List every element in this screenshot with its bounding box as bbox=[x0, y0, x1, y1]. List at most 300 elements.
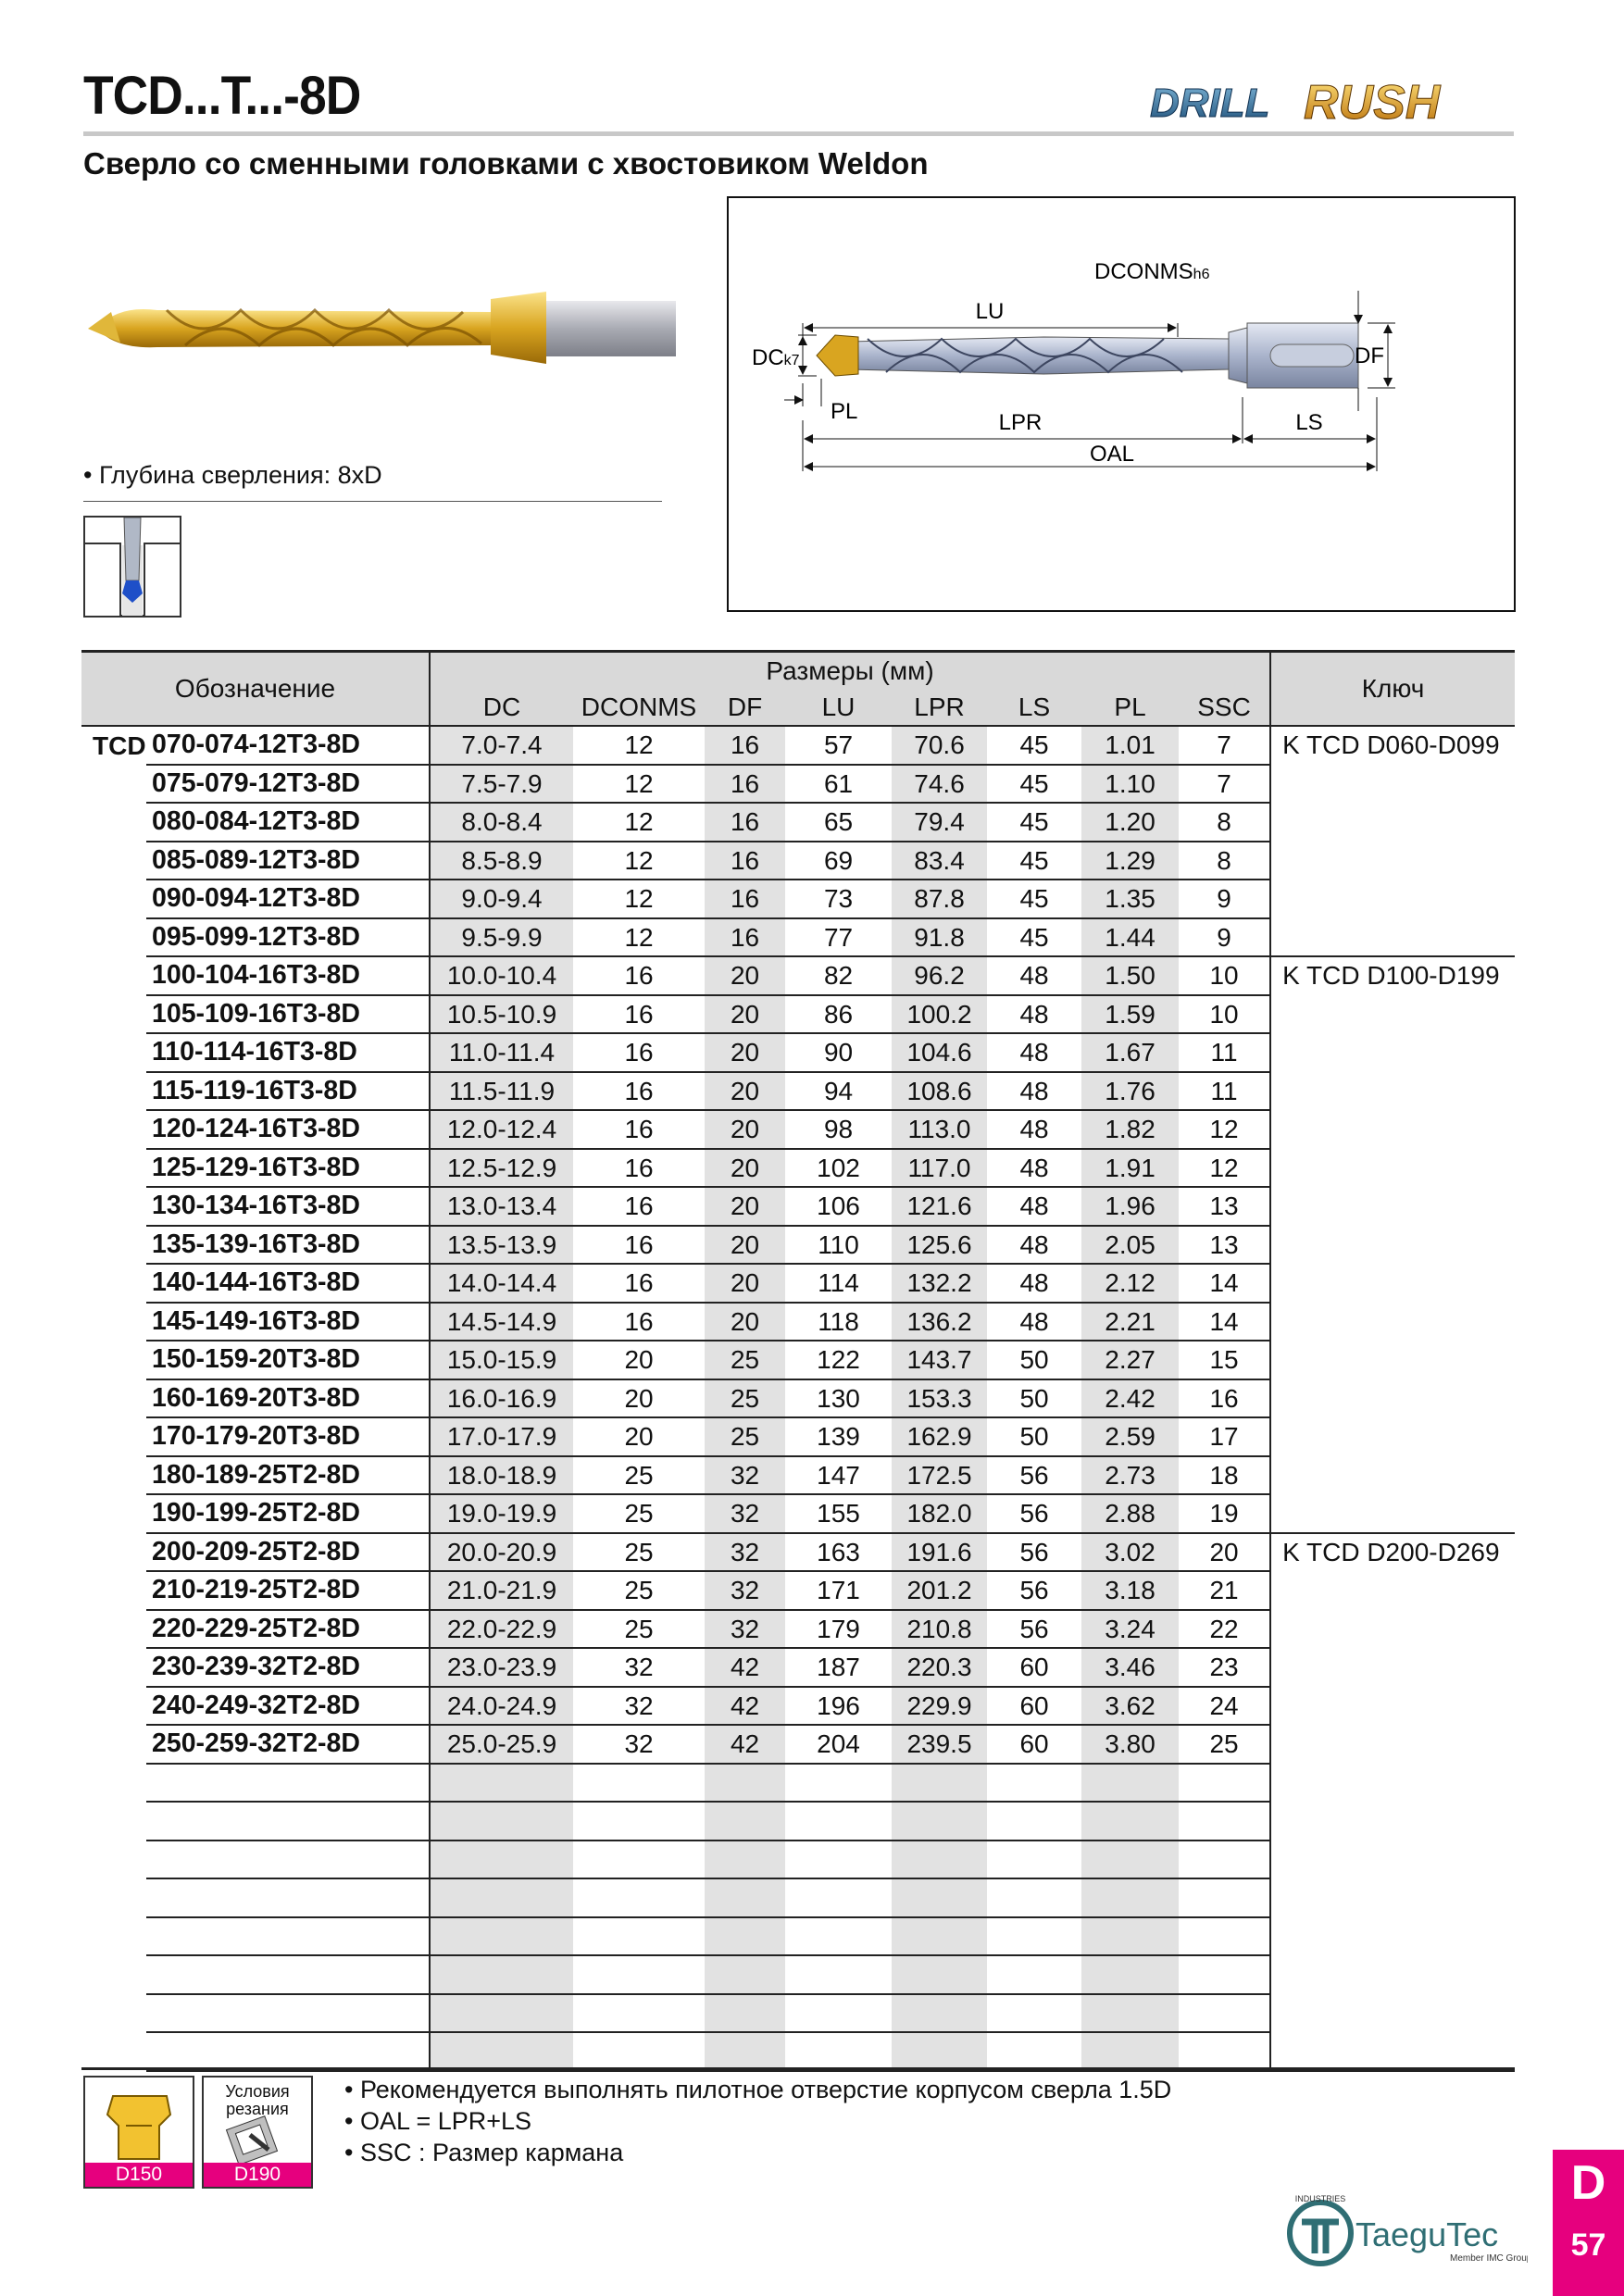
cell-pl: 2.73 bbox=[1081, 1456, 1179, 1495]
cell-dc: 13.5-13.9 bbox=[430, 1226, 573, 1265]
insert-page-ref[interactable]: D150 bbox=[85, 2163, 193, 2187]
cell-dc: 7.5-7.9 bbox=[430, 765, 573, 804]
cell-ls bbox=[987, 2032, 1081, 2071]
company-sub: Member IMC Group bbox=[1450, 2253, 1528, 2264]
key-cell: K TCD D060-D099 bbox=[1270, 726, 1515, 956]
designation-code: 210-219-25T2-8D bbox=[146, 1571, 430, 1610]
designation-prefix bbox=[81, 1226, 146, 1265]
label-oal: OAL bbox=[1089, 442, 1135, 467]
cell-lpr bbox=[892, 1802, 987, 1841]
cell-df bbox=[705, 1841, 785, 1879]
designation-prefix bbox=[81, 803, 146, 842]
cell-ls bbox=[987, 1994, 1081, 2033]
label-dc: DCk7 bbox=[752, 345, 800, 370]
cell-dconms: 16 bbox=[573, 1149, 705, 1188]
designation-code: 120-124-16T3-8D bbox=[146, 1110, 430, 1149]
cell-lpr: 125.6 bbox=[892, 1226, 987, 1265]
designation-prefix bbox=[81, 918, 146, 957]
svg-text:DRILL: DRILL bbox=[1150, 81, 1270, 126]
cell-ssc: 13 bbox=[1179, 1187, 1270, 1226]
cell-dconms: 16 bbox=[573, 1110, 705, 1149]
designation-prefix bbox=[81, 1955, 146, 1994]
cell-ssc: 10 bbox=[1179, 995, 1270, 1034]
cell-ls bbox=[987, 1917, 1081, 1956]
cell-pl bbox=[1081, 1802, 1179, 1841]
cell-lpr bbox=[892, 1917, 987, 1956]
cell-pl: 2.27 bbox=[1081, 1341, 1179, 1379]
cell-lu: 82 bbox=[785, 956, 892, 995]
cell-ssc: 23 bbox=[1179, 1648, 1270, 1687]
cell-ssc: 14 bbox=[1179, 1264, 1270, 1303]
cell-pl: 3.18 bbox=[1081, 1571, 1179, 1610]
title-divider bbox=[83, 131, 1514, 136]
label-pl: PL bbox=[831, 399, 858, 424]
cell-df: 20 bbox=[705, 956, 785, 995]
cell-dconms: 12 bbox=[573, 880, 705, 918]
designation-prefix bbox=[81, 880, 146, 918]
column-header: SSC bbox=[1179, 690, 1270, 726]
cell-pl bbox=[1081, 1764, 1179, 1803]
cell-lu: 110 bbox=[785, 1226, 892, 1265]
cell-pl bbox=[1081, 1917, 1179, 1956]
table-row bbox=[81, 726, 1515, 765]
cell-ls: 56 bbox=[987, 1610, 1081, 1649]
cell-ssc: 11 bbox=[1179, 1033, 1270, 1072]
cell-pl: 3.80 bbox=[1081, 1725, 1179, 1764]
cell-pl: 3.62 bbox=[1081, 1687, 1179, 1726]
cell-df: 25 bbox=[705, 1341, 785, 1379]
cell-dc: 14.5-14.9 bbox=[430, 1303, 573, 1341]
designation-prefix bbox=[81, 1533, 146, 1572]
cell-lu bbox=[785, 1764, 892, 1803]
designation-code: 110-114-16T3-8D bbox=[146, 1033, 430, 1072]
cell-dc: 11.5-11.9 bbox=[430, 1072, 573, 1111]
cell-ssc: 7 bbox=[1179, 765, 1270, 804]
designation-prefix bbox=[81, 1303, 146, 1341]
cell-pl: 1.76 bbox=[1081, 1072, 1179, 1111]
cell-dc bbox=[430, 1764, 573, 1803]
cell-dc: 21.0-21.9 bbox=[430, 1571, 573, 1610]
cell-ssc: 8 bbox=[1179, 803, 1270, 842]
cell-dc bbox=[430, 1802, 573, 1841]
cell-lu: 130 bbox=[785, 1379, 892, 1418]
designation-code: 250-259-32T2-8D bbox=[146, 1725, 430, 1764]
cell-dc: 15.0-15.9 bbox=[430, 1341, 573, 1379]
column-header: PL bbox=[1081, 690, 1179, 726]
cell-dconms bbox=[573, 1764, 705, 1803]
cell-ls: 48 bbox=[987, 1149, 1081, 1188]
cell-ssc: 18 bbox=[1179, 1456, 1270, 1495]
designation-code: 145-149-16T3-8D bbox=[146, 1303, 430, 1341]
cell-pl: 1.44 bbox=[1081, 918, 1179, 957]
cell-lpr: 136.2 bbox=[892, 1303, 987, 1341]
designation-code: 085-089-12T3-8D bbox=[146, 842, 430, 880]
cell-lpr: 210.8 bbox=[892, 1610, 987, 1649]
header-designation: Обозначение bbox=[81, 652, 430, 727]
cell-ls: 48 bbox=[987, 1033, 1081, 1072]
cell-dconms: 16 bbox=[573, 1072, 705, 1111]
cell-lpr: 74.6 bbox=[892, 765, 987, 804]
cell-dc: 20.0-20.9 bbox=[430, 1533, 573, 1572]
cell-pl bbox=[1081, 1878, 1179, 1917]
cell-df bbox=[705, 1878, 785, 1917]
cell-ssc: 9 bbox=[1179, 918, 1270, 957]
cell-df bbox=[705, 1994, 785, 2033]
cell-lpr bbox=[892, 1878, 987, 1917]
column-header: DF bbox=[705, 690, 785, 726]
cell-lu: 86 bbox=[785, 995, 892, 1034]
designation-prefix bbox=[81, 1917, 146, 1956]
designation-prefix bbox=[81, 1456, 146, 1495]
cell-lu: 65 bbox=[785, 803, 892, 842]
cell-dconms: 16 bbox=[573, 956, 705, 995]
designation-prefix bbox=[81, 995, 146, 1034]
label-dconms: DCONMSh6 bbox=[1094, 259, 1210, 284]
cell-ls: 48 bbox=[987, 1110, 1081, 1149]
cell-ls: 48 bbox=[987, 956, 1081, 995]
designation-code: 130-134-16T3-8D bbox=[146, 1187, 430, 1226]
cell-lu: 187 bbox=[785, 1648, 892, 1687]
cell-df bbox=[705, 2032, 785, 2071]
cell-pl: 2.12 bbox=[1081, 1264, 1179, 1303]
cell-ls bbox=[987, 1802, 1081, 1841]
cell-ssc bbox=[1179, 1841, 1270, 1879]
designation-prefix bbox=[81, 1687, 146, 1726]
designation-code: 075-079-12T3-8D bbox=[146, 765, 430, 804]
cell-dc: 12.0-12.4 bbox=[430, 1110, 573, 1149]
cell-dc: 22.0-22.9 bbox=[430, 1610, 573, 1649]
column-header: DC bbox=[430, 690, 573, 726]
cell-dc bbox=[430, 1841, 573, 1879]
designation-prefix bbox=[81, 1994, 146, 2033]
cell-ssc: 13 bbox=[1179, 1226, 1270, 1265]
cell-ls: 48 bbox=[987, 1264, 1081, 1303]
cell-dc: 11.0-11.4 bbox=[430, 1033, 573, 1072]
cell-ssc: 14 bbox=[1179, 1303, 1270, 1341]
designation-prefix bbox=[81, 1764, 146, 1803]
cell-df: 32 bbox=[705, 1494, 785, 1533]
cell-ssc: 9 bbox=[1179, 880, 1270, 918]
insert-icon[interactable] bbox=[83, 2076, 194, 2189]
cell-lpr: 108.6 bbox=[892, 1072, 987, 1111]
cell-lpr: 117.0 bbox=[892, 1149, 987, 1188]
cell-dc: 7.0-7.4 bbox=[430, 726, 573, 765]
designation-code: 095-099-12T3-8D bbox=[146, 918, 430, 957]
cell-dc: 23.0-23.9 bbox=[430, 1648, 573, 1687]
cell-ssc: 8 bbox=[1179, 842, 1270, 880]
cell-ssc bbox=[1179, 1955, 1270, 1994]
cell-df: 32 bbox=[705, 1610, 785, 1649]
cell-df: 42 bbox=[705, 1725, 785, 1764]
cell-ls: 48 bbox=[987, 1226, 1081, 1265]
label-ls: LS bbox=[1295, 410, 1323, 435]
cell-ssc: 21 bbox=[1179, 1571, 1270, 1610]
cell-dc: 25.0-25.9 bbox=[430, 1725, 573, 1764]
cell-dconms: 16 bbox=[573, 1264, 705, 1303]
cell-ls: 56 bbox=[987, 1494, 1081, 1533]
cell-lu: 102 bbox=[785, 1149, 892, 1188]
cell-ssc bbox=[1179, 1802, 1270, 1841]
svg-text:RUSH: RUSH bbox=[1304, 76, 1441, 130]
page-title: TCD...T...-8D bbox=[83, 66, 361, 126]
designation-prefix bbox=[81, 1725, 146, 1764]
designation-code: 135-139-16T3-8D bbox=[146, 1226, 430, 1265]
cell-dconms: 32 bbox=[573, 1725, 705, 1764]
cell-pl: 1.01 bbox=[1081, 726, 1179, 765]
cell-lpr: 83.4 bbox=[892, 842, 987, 880]
cell-dconms: 20 bbox=[573, 1417, 705, 1456]
cell-lu: 171 bbox=[785, 1571, 892, 1610]
cell-lu bbox=[785, 1802, 892, 1841]
page-subtitle: Сверло со сменными головками с хвостовиком Weldon bbox=[83, 146, 929, 181]
cell-lu bbox=[785, 1994, 892, 2033]
cell-ssc: 12 bbox=[1179, 1110, 1270, 1149]
cell-ssc: 7 bbox=[1179, 726, 1270, 765]
cell-pl: 2.42 bbox=[1081, 1379, 1179, 1418]
cell-ls: 45 bbox=[987, 726, 1081, 765]
cell-ls: 50 bbox=[987, 1341, 1081, 1379]
designation-prefix bbox=[81, 1802, 146, 1841]
cell-ssc: 20 bbox=[1179, 1533, 1270, 1572]
designation-code: 160-169-20T3-8D bbox=[146, 1379, 430, 1418]
designation-code: 170-179-20T3-8D bbox=[146, 1417, 430, 1456]
label-lu: LU bbox=[975, 299, 1005, 324]
cell-ssc: 19 bbox=[1179, 1494, 1270, 1533]
cell-lpr: 201.2 bbox=[892, 1571, 987, 1610]
cell-lpr: 239.5 bbox=[892, 1725, 987, 1764]
cell-lpr: 220.3 bbox=[892, 1648, 987, 1687]
cell-lpr: 143.7 bbox=[892, 1341, 987, 1379]
cell-dconms bbox=[573, 1802, 705, 1841]
cell-dconms: 12 bbox=[573, 918, 705, 957]
cell-df: 32 bbox=[705, 1571, 785, 1610]
cell-df: 20 bbox=[705, 995, 785, 1034]
cell-lu: 73 bbox=[785, 880, 892, 918]
cell-lu: 94 bbox=[785, 1072, 892, 1111]
designation-prefix bbox=[81, 1149, 146, 1188]
cell-dconms bbox=[573, 1917, 705, 1956]
cell-dconms: 16 bbox=[573, 1187, 705, 1226]
cell-ssc bbox=[1179, 1994, 1270, 2033]
designation-prefix bbox=[81, 1379, 146, 1418]
drillrush-logo bbox=[1148, 72, 1509, 130]
designation-prefix bbox=[81, 1110, 146, 1149]
designation-prefix bbox=[81, 2032, 146, 2071]
designation-code bbox=[146, 1955, 430, 1994]
cell-lpr: 79.4 bbox=[892, 803, 987, 842]
cell-lpr bbox=[892, 1994, 987, 2033]
cell-dconms: 25 bbox=[573, 1571, 705, 1610]
cell-ssc: 22 bbox=[1179, 1610, 1270, 1649]
cell-lpr bbox=[892, 1841, 987, 1879]
cell-ls: 48 bbox=[987, 1072, 1081, 1111]
cell-pl: 1.82 bbox=[1081, 1110, 1179, 1149]
designation-code: 240-249-32T2-8D bbox=[146, 1687, 430, 1726]
cutting-page-ref[interactable]: D190 bbox=[204, 2163, 311, 2187]
cell-df: 20 bbox=[705, 1110, 785, 1149]
cell-pl: 3.46 bbox=[1081, 1648, 1179, 1687]
cell-dconms: 20 bbox=[573, 1341, 705, 1379]
cell-ssc: 24 bbox=[1179, 1687, 1270, 1726]
cell-dc: 17.0-17.9 bbox=[430, 1417, 573, 1456]
cell-lpr: 87.8 bbox=[892, 880, 987, 918]
cell-dconms: 25 bbox=[573, 1610, 705, 1649]
cell-ls: 60 bbox=[987, 1648, 1081, 1687]
table-row bbox=[81, 956, 1515, 995]
cell-df: 20 bbox=[705, 1149, 785, 1188]
cell-lu: 122 bbox=[785, 1341, 892, 1379]
cell-df: 20 bbox=[705, 1264, 785, 1303]
cell-df bbox=[705, 1764, 785, 1803]
cell-pl: 2.88 bbox=[1081, 1494, 1179, 1533]
cell-dconms bbox=[573, 1955, 705, 1994]
cell-df: 20 bbox=[705, 1303, 785, 1341]
cell-dconms bbox=[573, 1878, 705, 1917]
drill-photo bbox=[83, 245, 676, 393]
cell-dc bbox=[430, 1917, 573, 1956]
cell-lpr: 162.9 bbox=[892, 1417, 987, 1456]
cell-lu bbox=[785, 1917, 892, 1956]
cell-lu: 196 bbox=[785, 1687, 892, 1726]
cell-ls: 48 bbox=[987, 1303, 1081, 1341]
header-key: Ключ bbox=[1270, 652, 1515, 727]
designation-prefix: TCD bbox=[81, 726, 146, 765]
designation-code: 070-074-12T3-8D bbox=[146, 726, 430, 765]
cell-dc: 12.5-12.9 bbox=[430, 1149, 573, 1188]
cell-pl: 1.10 bbox=[1081, 765, 1179, 804]
cell-ls: 56 bbox=[987, 1456, 1081, 1495]
cell-ls: 56 bbox=[987, 1571, 1081, 1610]
cell-lpr: 70.6 bbox=[892, 726, 987, 765]
designation-code bbox=[146, 1841, 430, 1879]
designation-prefix bbox=[81, 956, 146, 995]
cell-lu: 69 bbox=[785, 842, 892, 880]
designation-code bbox=[146, 1802, 430, 1841]
cell-lpr: 191.6 bbox=[892, 1533, 987, 1572]
cell-ls: 60 bbox=[987, 1725, 1081, 1764]
page-number: 57 bbox=[1570, 2227, 1606, 2263]
cell-ssc bbox=[1179, 1764, 1270, 1803]
cell-lpr: 91.8 bbox=[892, 918, 987, 957]
cell-dconms: 32 bbox=[573, 1648, 705, 1687]
cell-ls: 56 bbox=[987, 1533, 1081, 1572]
cell-dc: 18.0-18.9 bbox=[430, 1456, 573, 1495]
cell-lu: 147 bbox=[785, 1456, 892, 1495]
cell-dconms: 12 bbox=[573, 803, 705, 842]
cell-pl bbox=[1081, 2032, 1179, 2071]
designation-code: 115-119-16T3-8D bbox=[146, 1072, 430, 1111]
cell-lpr: 132.2 bbox=[892, 1264, 987, 1303]
cell-dc: 9.5-9.9 bbox=[430, 918, 573, 957]
cell-dc: 10.5-10.9 bbox=[430, 995, 573, 1034]
cell-lu: 118 bbox=[785, 1303, 892, 1341]
cell-lpr bbox=[892, 1955, 987, 1994]
note-item: • SSC : Размер кармана bbox=[344, 2139, 624, 2166]
cell-ssc: 12 bbox=[1179, 1149, 1270, 1188]
designation-prefix bbox=[81, 1878, 146, 1917]
cell-ls bbox=[987, 1764, 1081, 1803]
cell-pl: 1.29 bbox=[1081, 842, 1179, 880]
note-item: • OAL = LPR+LS bbox=[344, 2107, 532, 2135]
cell-pl: 1.50 bbox=[1081, 956, 1179, 995]
cell-dc bbox=[430, 1878, 573, 1917]
cell-ssc bbox=[1179, 1917, 1270, 1956]
header-dimensions: Размеры (мм) bbox=[430, 652, 1270, 691]
column-header: LU bbox=[785, 690, 892, 726]
designation-code: 150-159-20T3-8D bbox=[146, 1341, 430, 1379]
cell-dconms bbox=[573, 1841, 705, 1879]
cell-dconms: 25 bbox=[573, 1533, 705, 1572]
cell-lu: 98 bbox=[785, 1110, 892, 1149]
cell-lpr: 121.6 bbox=[892, 1187, 987, 1226]
designation-prefix bbox=[81, 765, 146, 804]
cell-lu: 155 bbox=[785, 1494, 892, 1533]
cell-ls: 45 bbox=[987, 765, 1081, 804]
taegutec-logo bbox=[1287, 2194, 1528, 2268]
cell-dconms: 16 bbox=[573, 1226, 705, 1265]
drilling-depth-note: • Глубина сверления: 8xD bbox=[83, 461, 382, 489]
designation-code bbox=[146, 1878, 430, 1917]
designation-code: 190-199-25T2-8D bbox=[146, 1494, 430, 1533]
designation-prefix bbox=[81, 842, 146, 880]
designation-prefix bbox=[81, 1187, 146, 1226]
designation-prefix bbox=[81, 1072, 146, 1111]
cell-df: 16 bbox=[705, 726, 785, 765]
cell-dconms bbox=[573, 2032, 705, 2071]
cell-lu: 77 bbox=[785, 918, 892, 957]
column-header: LS bbox=[987, 690, 1081, 726]
cell-dconms: 16 bbox=[573, 1033, 705, 1072]
cell-ssc: 11 bbox=[1179, 1072, 1270, 1111]
designation-prefix bbox=[81, 1648, 146, 1687]
cell-lpr: 172.5 bbox=[892, 1456, 987, 1495]
cell-pl bbox=[1081, 1841, 1179, 1879]
cell-pl: 1.96 bbox=[1081, 1187, 1179, 1226]
cell-lu: 139 bbox=[785, 1417, 892, 1456]
label-lpr: LPR bbox=[998, 410, 1043, 435]
cell-dconms: 16 bbox=[573, 1303, 705, 1341]
cell-df: 16 bbox=[705, 918, 785, 957]
cell-pl: 3.02 bbox=[1081, 1533, 1179, 1572]
designation-code: 090-094-12T3-8D bbox=[146, 880, 430, 918]
cutting-conditions-icon[interactable] bbox=[202, 2076, 313, 2189]
cell-lu: 57 bbox=[785, 726, 892, 765]
cell-ls: 50 bbox=[987, 1379, 1081, 1418]
cell-df: 20 bbox=[705, 1033, 785, 1072]
cell-df: 42 bbox=[705, 1687, 785, 1726]
cell-ssc bbox=[1179, 2032, 1270, 2071]
cell-lu: 106 bbox=[785, 1187, 892, 1226]
cell-dconms: 20 bbox=[573, 1379, 705, 1418]
cell-df: 20 bbox=[705, 1072, 785, 1111]
designation-prefix bbox=[81, 1841, 146, 1879]
cell-pl: 1.35 bbox=[1081, 880, 1179, 918]
cell-dconms: 12 bbox=[573, 842, 705, 880]
cell-lpr: 182.0 bbox=[892, 1494, 987, 1533]
cell-dc: 8.5-8.9 bbox=[430, 842, 573, 880]
spec-table bbox=[81, 650, 1515, 2072]
cell-lu: 114 bbox=[785, 1264, 892, 1303]
cell-ssc: 25 bbox=[1179, 1725, 1270, 1764]
cell-ls bbox=[987, 1841, 1081, 1879]
cell-dconms: 25 bbox=[573, 1494, 705, 1533]
cell-dconms: 25 bbox=[573, 1456, 705, 1495]
cell-df: 25 bbox=[705, 1417, 785, 1456]
cutting-conditions-label: Условия резания bbox=[225, 2082, 290, 2118]
designation-prefix bbox=[81, 1571, 146, 1610]
cell-dc bbox=[430, 2032, 573, 2071]
cell-pl bbox=[1081, 1955, 1179, 1994]
